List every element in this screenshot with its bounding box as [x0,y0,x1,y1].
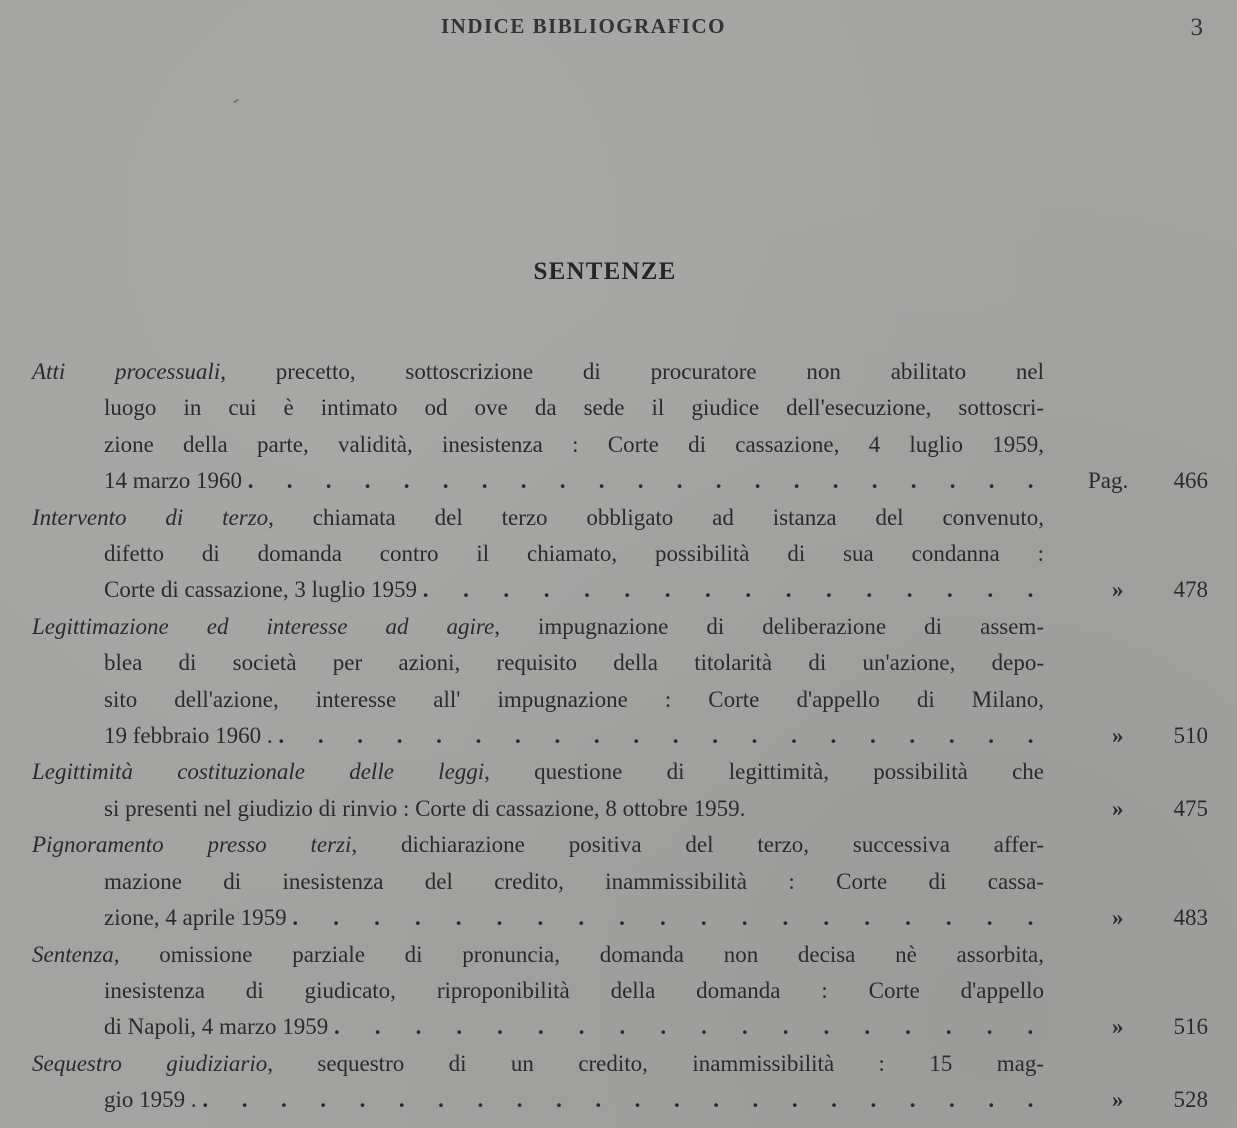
dot-leader [334,1009,1036,1045]
entry-heading: Legittimità costituzionale delle leggi [32,759,485,785]
leader-dot: . [673,1087,680,1113]
entry-continuation-line [32,1009,1208,1045]
leader-dot: . [947,577,953,603]
leader-dot: . [357,723,364,749]
page-reference [1044,572,1214,608]
page-reference [1044,791,1214,827]
entry-continuation-line [32,973,1044,1009]
paper-blemish [233,99,239,104]
entry-first-line [32,937,1044,973]
entry-continuation-line [32,572,1208,608]
entry-first-line [32,827,1044,863]
page-number: 3 [1190,14,1203,41]
leader-dot: . [823,1014,830,1040]
leader-dot: . [374,1014,381,1040]
ditto-mark: » [1112,723,1124,749]
entry-heading: Pignoramento presso terzi [32,832,352,858]
leader-dot: . [463,577,469,603]
leader-dot: . [515,723,521,749]
entry-text: inesistenza di giudicato, riproponibilità della domanda : Corte d'appello [104,977,1044,1003]
entry-text: , omissione parziale di pronuncia, domanda non decisa nè assorbita, [113,941,1044,967]
entry-heading: Sentenza [32,941,114,967]
leader-dot: . [496,905,503,931]
leader-dot: . [286,468,293,494]
entry-heading: Atti processuali [32,359,221,384]
leader-dot: . [1027,1014,1034,1040]
leader-dot: . [793,468,800,494]
entry-continuation-line [32,900,1208,936]
entry-text: mazione di inesistenza del credito, inammissibilità : Corte di cassa- [104,868,1044,894]
leader-dot: . [374,905,380,931]
leader-dot: . [442,468,449,494]
entry-text: difetto di domanda contro il chiamato, possibilità di sua condanna : [104,541,1044,567]
leader-dot: . [475,723,482,749]
entry-text: , precetto, sottoscrizione di procuratore non abilitato nel [220,359,1044,384]
leader-dot: . [403,468,410,494]
leader-dot: . [595,1087,602,1113]
leader-dot: . [660,1014,667,1040]
leader-dot: . [414,905,421,931]
entry-first-line [32,354,1044,390]
leader-dot: . [676,468,683,494]
entry-first-line [32,500,1044,536]
leader-dot: . [584,577,590,603]
dot-leader [423,572,1036,608]
leader-dot: . [945,905,952,931]
leader-dot: . [1027,577,1034,603]
entry-continuation-line [32,463,1208,499]
entry-first-line [32,754,1044,790]
leader-dot: . [791,1087,798,1113]
leader-dot: . [782,905,789,931]
ditto-mark: » [1112,795,1124,821]
entry-text: di Napoli, 4 marzo 1959 [104,1014,329,1040]
leader-dot: . [910,468,917,494]
leader-dot: . [988,723,995,749]
page-reference [1044,463,1214,499]
leader-dot: . [864,1014,871,1040]
leader-dot: . [905,1014,911,1040]
leader-dot: . [823,905,830,931]
leader-dot: . [664,577,671,603]
running-title: INDICE BIBLIOGRAFICO [441,14,726,38]
ditto-mark: » [1112,905,1124,931]
leader-dot: . [320,1087,327,1113]
leader-dot: . [949,1087,955,1113]
leader-dot: . [359,1087,366,1113]
entry-text: Corte di cassazione, 3 luglio 1959 [104,577,417,603]
leader-dot: . [278,723,285,749]
leader-dot: . [705,577,711,603]
entry-text: gio 1959 . [104,1087,197,1113]
index-entry [32,354,1212,500]
leader-dot: . [516,1087,523,1113]
leader-dot: . [477,1087,484,1113]
entry-text: zione, 4 aprile 1959 [104,905,287,931]
entry-heading: Intervento di terzo [32,504,269,530]
leader-dot: . [503,577,510,603]
page-number-ref: 483 [1173,905,1208,931]
page-number-ref: 475 [1173,795,1208,821]
leader-dot: . [906,577,913,603]
entry-text: sito dell'azione, interesse all' impugnazione : Corte d'appello di Milano, [104,686,1044,712]
ditto-mark: » [1112,1087,1124,1113]
leader-dot: . [333,1014,340,1040]
leader-dot: . [497,1014,503,1040]
leader-dot: . [660,905,666,931]
leader-dot: . [987,577,994,603]
leader-dot: . [826,577,832,603]
leader-dot: . [712,723,718,749]
leader-dot: . [325,468,332,494]
page-number-ref: 466 [1173,468,1208,494]
leader-dot: . [831,1087,837,1113]
leader-dot: . [292,905,299,931]
entry-heading: Legittimazione ed interesse ad agire [32,613,495,639]
leader-dot: . [247,468,254,494]
ditto-mark: » [1112,577,1124,603]
leader-dot: . [634,1087,641,1113]
entry-continuation-line [32,390,1044,426]
leader-dot: . [422,577,429,603]
leader-dot: . [317,723,324,749]
page-label: Pag. [1088,468,1129,494]
leader-dot: . [438,1087,444,1113]
page-number-ref: 478 [1173,577,1208,603]
entry-continuation-line [32,791,1208,827]
index-entry [32,609,1212,755]
leader-dot: . [619,1014,626,1040]
leader-dot: . [986,1014,993,1040]
index-entry [32,1046,1212,1119]
entry-text: zione della parte, validità, inesistenza : Corte di cassazione, 4 luglio 1959, [104,431,1044,457]
leader-dot: . [415,1014,422,1040]
entry-text: si presenti nel giudizio di rinvio : Corte di cassazione, 8 ottobre 1959. [104,795,746,821]
entry-text: blea di società per azioni, requisito della titolarità di un'azione, depo- [104,650,1044,676]
leader-dot: . [741,1014,748,1040]
leader-dot: . [832,468,839,494]
index-entries [32,354,1212,1119]
entry-text: , impugnazione di deliberazione di assem- [494,613,1044,639]
leader-dot: . [280,1087,287,1113]
entry-continuation-line [32,645,1044,681]
leader-dot: . [1027,468,1034,494]
entry-continuation-line [32,682,1044,718]
leader-dot: . [785,577,792,603]
leader-dot: . [520,468,527,494]
leader-dot: . [398,1087,405,1113]
page-number-ref: 528 [1173,1087,1208,1113]
leader-dot: . [754,468,761,494]
leader-dot: . [866,577,873,603]
leader-dot: . [593,723,600,749]
page-reference [1044,900,1214,936]
leader-dot: . [578,1014,585,1040]
leader-dot: . [241,1087,248,1113]
leader-dot: . [1027,723,1034,749]
leader-dot: . [624,577,631,603]
leader-dot: . [870,1087,877,1113]
leader-dot: . [909,1087,916,1113]
dot-leader [292,900,1035,936]
page-number-ref: 516 [1173,1014,1208,1040]
entry-text: , dichiarazione positiva del terzo, successiva affer- [351,832,1044,858]
leader-dot: . [869,723,876,749]
leader-dot: . [633,723,640,749]
dot-leader [202,1082,1035,1118]
leader-dot: . [701,1014,707,1040]
leader-dot: . [559,468,566,494]
leader-dot: . [741,905,748,931]
leader-dot: . [456,1014,463,1040]
leader-dot: . [672,723,679,749]
leader-dot: . [481,468,488,494]
leader-dot: . [537,1014,544,1040]
leader-dot: . [543,577,550,603]
leader-dot: . [751,723,758,749]
leader-dot: . [782,1014,789,1040]
entry-continuation-line [32,536,1044,572]
leader-dot: . [715,468,722,494]
leader-dot: . [945,1014,952,1040]
leader-dot: . [948,723,955,749]
entry-text: , questione di legittimità, possibilità che [484,759,1044,785]
dot-leader [248,463,1036,499]
entry-text: 19 febbraio 1960 . [104,723,273,749]
index-entry [32,937,1212,1046]
leader-dot: . [1027,1087,1034,1113]
leader-dot: . [578,905,585,931]
leader-dot: . [988,1087,995,1113]
leader-dot: . [455,905,462,931]
leader-dot: . [619,905,625,931]
entry-continuation-line [32,427,1044,463]
page-reference [1044,1009,1214,1045]
entry-text: , sequestro di un credito, inammissibilità : 15 mag- [267,1050,1044,1076]
index-entry [32,500,1212,609]
entry-text: luogo in cui è intimato od ove da sede il giudice dell'esecuzione, sottoscri- [104,395,1044,421]
leader-dot: . [436,723,442,749]
leader-dot: . [791,723,797,749]
page-reference [1044,1082,1214,1118]
leader-dot: . [333,905,340,931]
leader-dot: . [949,468,956,494]
entry-first-line [32,1046,1044,1082]
leader-dot: . [713,1087,719,1113]
entry-heading: Sequestro giudiziario [32,1050,268,1076]
leader-dot: . [202,1087,209,1113]
entry-text: , chiamata del terzo obbligato ad istanza del convenuto, [268,504,1044,530]
entry-continuation-line [32,718,1208,754]
page-reference [1044,718,1214,754]
leader-dot: . [537,905,544,931]
leader-dot: . [752,1087,759,1113]
leader-dot: . [864,905,870,931]
index-entry [32,754,1212,827]
index-entry [32,827,1212,936]
section-title: SENTENZE [533,258,677,285]
leader-dot: . [871,468,878,494]
leader-dot: . [396,723,403,749]
leader-dot: . [988,468,995,494]
entry-first-line [32,609,1044,645]
leader-dot: . [554,723,561,749]
leader-dot: . [986,905,993,931]
entry-text: 14 marzo 1960 [104,468,242,494]
entry-continuation-line [32,864,1044,900]
leader-dot: . [909,723,916,749]
leader-dot: . [637,468,644,494]
leader-dot: . [364,468,371,494]
leader-dot: . [905,905,911,931]
leader-dot: . [830,723,837,749]
leader-dot: . [1027,905,1034,931]
leader-dot: . [598,468,605,494]
leader-dot: . [700,905,707,931]
page-number-ref: 510 [1173,723,1208,749]
leader-dot: . [745,577,752,603]
leader-dot: . [556,1087,562,1113]
ditto-mark: » [1112,1014,1124,1040]
dot-leader [278,718,1035,754]
entry-continuation-line [32,1082,1208,1118]
